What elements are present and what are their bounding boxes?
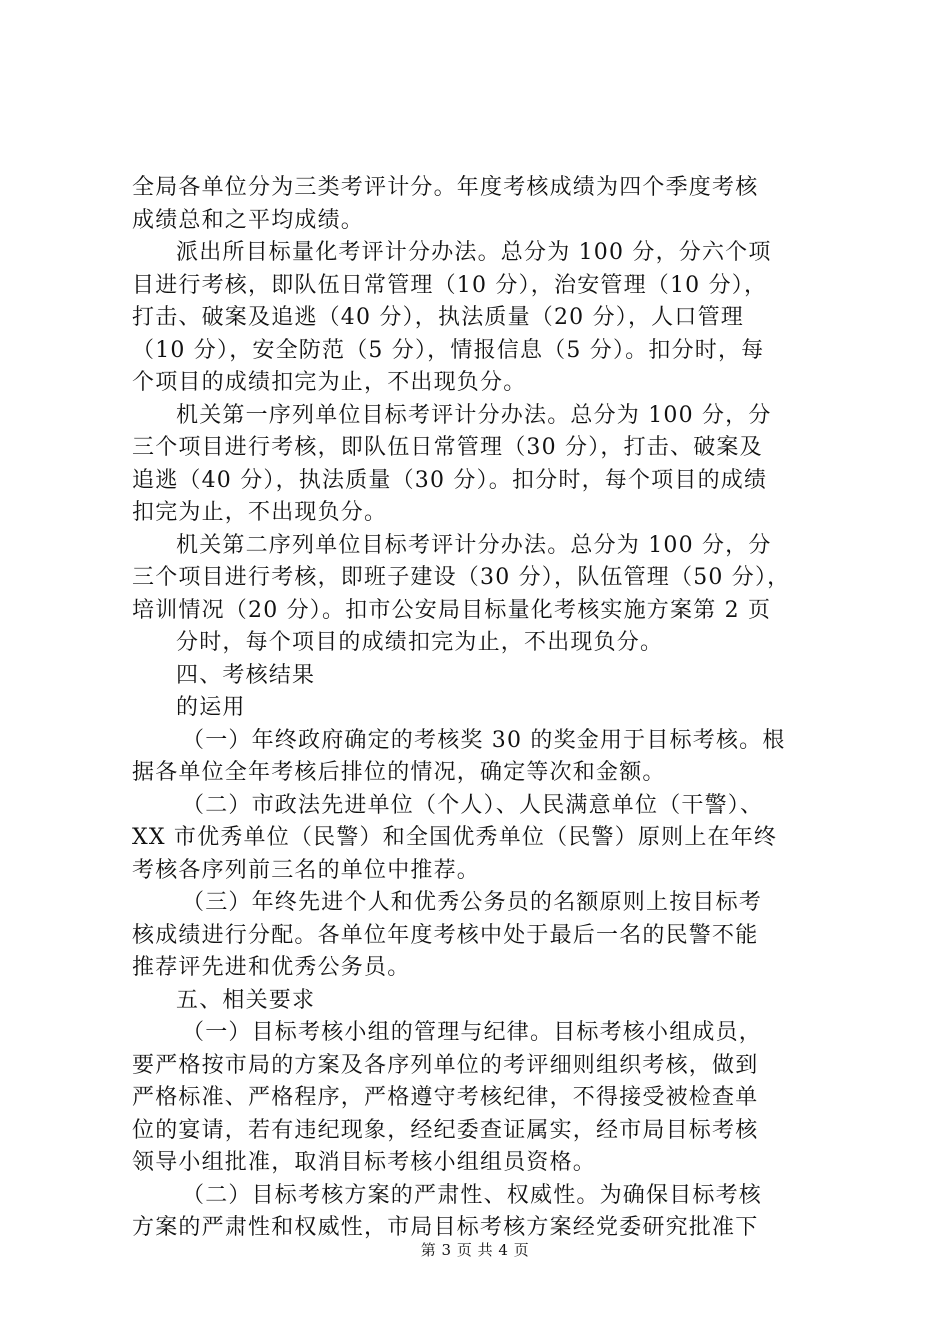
- text-line: （一）年终政府确定的考核奖 30 的奖金用于目标考核。根: [182, 727, 786, 753]
- text-line: 五、相关要求: [176, 987, 316, 1013]
- text-line: 打击、破案及追逃（40 分），执法质量（20 分），人口管理: [132, 305, 744, 330]
- text-line: XX 市优秀单位（民警）和全国优秀单位（民警）原则上在年终: [132, 825, 778, 850]
- text-line: 目进行考核，即队伍日常管理（10 分），治安管理（10 分），: [132, 272, 768, 298]
- text-line: 推荐评先进和优秀公务员。: [132, 955, 411, 980]
- text-line: 机关第二序列单位目标考评计分办法。总分为 100 分，分: [176, 532, 772, 558]
- text-line: （10 分），安全防范（5 分），情报信息（5 分）。扣分时，每: [132, 337, 765, 363]
- text-line: （三）年终先进个人和优秀公务员的名额原则上按目标考: [182, 890, 763, 915]
- text-line: （二）目标考核方案的严肃性、权威性。为确保目标考核: [182, 1182, 763, 1208]
- text-line: 领导小组批准，取消目标考核小组组员资格。: [132, 1150, 597, 1175]
- text-line: 核成绩进行分配。各单位年度考核中处于最后一名的民警不能: [132, 922, 759, 948]
- text-line: （二）市政法先进单位（个人）、人民满意单位（干警）、: [182, 792, 764, 818]
- text-line: 位的宴请，若有违纪现象，经纪委查证属实，经市局目标考核: [132, 1117, 759, 1143]
- page-footer: 第 3 页 共 4 页: [420, 1241, 530, 1259]
- text-line: 成绩总和之平均成绩。: [132, 207, 365, 233]
- text-line: 据各单位全年考核后排位的情况，确定等次和金额。: [132, 760, 666, 785]
- text-line: 方案的严肃性和权威性，市局目标考核方案经党委研究批准下: [132, 1215, 759, 1240]
- text-line: 分时，每个项目的成绩扣完为止，不出现负分。: [176, 630, 664, 655]
- text-line: 四、考核结果: [176, 662, 316, 688]
- text-line: 追逃（40 分），执法质量（30 分）。扣分时，每个项目的成绩: [132, 467, 768, 493]
- text-line: 全局各单位分为三类考评计分。年度考核成绩为四个季度考核: [132, 175, 759, 200]
- document-body: [132, 172, 832, 1245]
- text-line: 严格标准、严格程序，严格遵守考核纪律，不得接受被检查单: [132, 1085, 759, 1110]
- text-line: 的运用: [176, 695, 246, 720]
- text-line: 个项目的成绩扣完为止，不出现负分。: [132, 370, 527, 395]
- text-line: 三个项目进行考核，即队伍日常管理（30 分），打击、破案及: [132, 435, 763, 460]
- text-line: 要严格按市局的方案及各序列单位的考评细则组织考核，做到: [132, 1052, 759, 1078]
- text-line: 机关第一序列单位目标考评计分办法。总分为 100 分，分: [176, 402, 772, 428]
- text-line: 培训情况（20 分）。扣市公安局目标量化考核实施方案第 2 页: [132, 597, 772, 623]
- text-line: 派出所目标量化考评计分办法。总分为 100 分，分六个项: [176, 240, 772, 265]
- text-line: 三个项目进行考核，即班子建设（30 分），队伍管理（50 分），: [132, 565, 791, 590]
- text-line: 扣完为止，不出现负分。: [132, 500, 388, 525]
- text-line: 考核各序列前三名的单位中推荐。: [132, 857, 481, 883]
- text-line: （一）目标考核小组的管理与纪律。目标考核小组成员，: [182, 1020, 763, 1045]
